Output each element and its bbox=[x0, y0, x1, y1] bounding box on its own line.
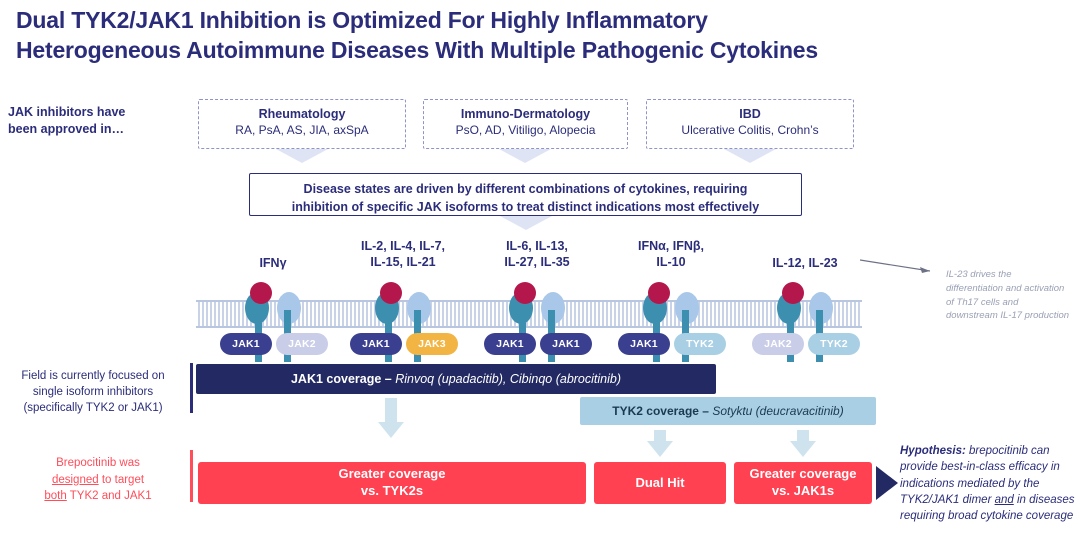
coverage-bar-tyk2 bbox=[580, 397, 876, 425]
ligand-icon bbox=[250, 282, 272, 304]
funnel-arrow-icon bbox=[724, 149, 776, 163]
label-approved-in: JAK inhibitors have been approved in… bbox=[8, 105, 126, 136]
kinase-badge-left: JAK1 bbox=[220, 333, 272, 355]
kinase-badge-right: JAK1 bbox=[540, 333, 592, 355]
result-box-greater-coverage-jak1 bbox=[734, 462, 872, 504]
indication-box-rheumatology bbox=[198, 99, 406, 149]
coverage-drugs-jak1: Rinvoq (upadacitib), Cibinqo (abrocitinib) bbox=[395, 372, 622, 386]
title-line-2: Heterogeneous Autoimmune Diseases With Multiple Pathogenic Cytokines bbox=[16, 36, 818, 63]
cytokine-label: IFNγ bbox=[259, 256, 287, 270]
indication-heading: IBD bbox=[739, 107, 761, 121]
title-line-1: Dual TYK2/JAK1 Inhibition is Optimized For Highly Inflammatory bbox=[16, 7, 708, 33]
result-line-1: Dual Hit bbox=[635, 474, 685, 490]
ligand-icon bbox=[380, 282, 402, 304]
cytokine-label: IL-12, IL-23 bbox=[772, 256, 838, 270]
receptor-group-5 bbox=[720, 230, 890, 360]
kinase-badge-right: TYK2 bbox=[674, 333, 726, 355]
divider-navy bbox=[190, 363, 193, 413]
kinase-badge-left: JAK1 bbox=[350, 333, 402, 355]
banner-disease-states bbox=[249, 173, 802, 216]
hypothesis-lead: Hypothesis: bbox=[900, 445, 966, 457]
indication-box-ibd bbox=[646, 99, 854, 149]
kinase-badge-right: JAK2 bbox=[276, 333, 328, 355]
result-line-2: vs. JAK1s bbox=[771, 483, 835, 498]
cytokine-label: IFNα, IFNβ, IL-10 bbox=[637, 239, 704, 270]
cytokine-label: IL-6, IL-13, IL-27, IL-35 bbox=[504, 239, 570, 270]
hypothesis-text: Hypothesis: brepocitinib can provide best-in-class efficacy in indications mediated by the TYK2/JAK1 dimer and in diseases requiring broad cytokine coverage bbox=[900, 445, 1075, 523]
coverage-drugs-tyk2: Sotyktu (deucravacitinib) bbox=[712, 404, 844, 418]
result-box-greater-coverage-tyk2 bbox=[198, 462, 586, 504]
note-il23: IL-23 drives the differentiation and activation of Th17 cells and downstream IL-17 production bbox=[946, 269, 1070, 322]
indication-heading: Immuno-Dermatology bbox=[460, 107, 591, 121]
label-brepocitinib-designed: Brepocitinib was designed to target both TYK2 and JAK1 bbox=[44, 457, 152, 503]
indication-box-immuno-dermatology bbox=[423, 99, 628, 149]
kinase-badge-right: TYK2 bbox=[808, 333, 860, 355]
kinase-badge-left: JAK1 bbox=[484, 333, 536, 355]
indication-sub: Ulcerative Colitis, Crohn’s bbox=[681, 123, 819, 137]
indication-sub: RA, PsA, AS, JIA, axSpA bbox=[235, 123, 369, 137]
page-title bbox=[16, 6, 1066, 66]
down-arrow-icon bbox=[790, 441, 816, 457]
banner-line-2: inhibition of specific JAK isoforms to treat distinct indications most effectively bbox=[291, 200, 760, 215]
arrow-stem bbox=[385, 398, 397, 422]
funnel-arrow-icon bbox=[499, 149, 551, 163]
coverage-label-jak1: JAK1 coverage – bbox=[290, 372, 396, 386]
coverage-label-tyk2: TYK2 coverage – bbox=[612, 404, 713, 418]
ligand-icon bbox=[782, 282, 804, 304]
kinase-badge-left: JAK1 bbox=[618, 333, 670, 355]
down-arrow-icon bbox=[647, 441, 673, 457]
divider-red bbox=[190, 450, 193, 502]
indication-sub: PsO, AD, Vitiligo, Alopecia bbox=[455, 123, 596, 137]
indication-heading: Rheumatology bbox=[258, 107, 346, 121]
result-line-1: Greater coverage bbox=[338, 466, 446, 482]
down-arrow-icon bbox=[378, 422, 404, 438]
kinase-badge-left: JAK2 bbox=[752, 333, 804, 355]
ligand-icon bbox=[648, 282, 670, 304]
result-box-dual-hit bbox=[594, 462, 726, 504]
result-line-1: Greater coverage bbox=[749, 466, 857, 482]
ligand-icon bbox=[514, 282, 536, 304]
banner-line-1: Disease states are driven by different combinations of cytokines, requiring bbox=[303, 182, 748, 196]
right-arrow-icon bbox=[876, 466, 898, 500]
kinase-badge-right: JAK3 bbox=[406, 333, 458, 355]
label-field-focus: Field is currently focused on single isoform inhibitors (specifically TYK2 or JAK1) bbox=[21, 370, 165, 415]
cytokine-label: IL-2, IL-4, IL-7, IL-15, IL-21 bbox=[360, 239, 446, 270]
coverage-bar-jak1 bbox=[196, 364, 716, 394]
funnel-arrow-icon bbox=[500, 216, 552, 230]
funnel-arrow-icon bbox=[276, 149, 328, 163]
result-line-2: vs. TYK2s bbox=[360, 483, 424, 498]
note-pointer-icon bbox=[860, 258, 938, 274]
